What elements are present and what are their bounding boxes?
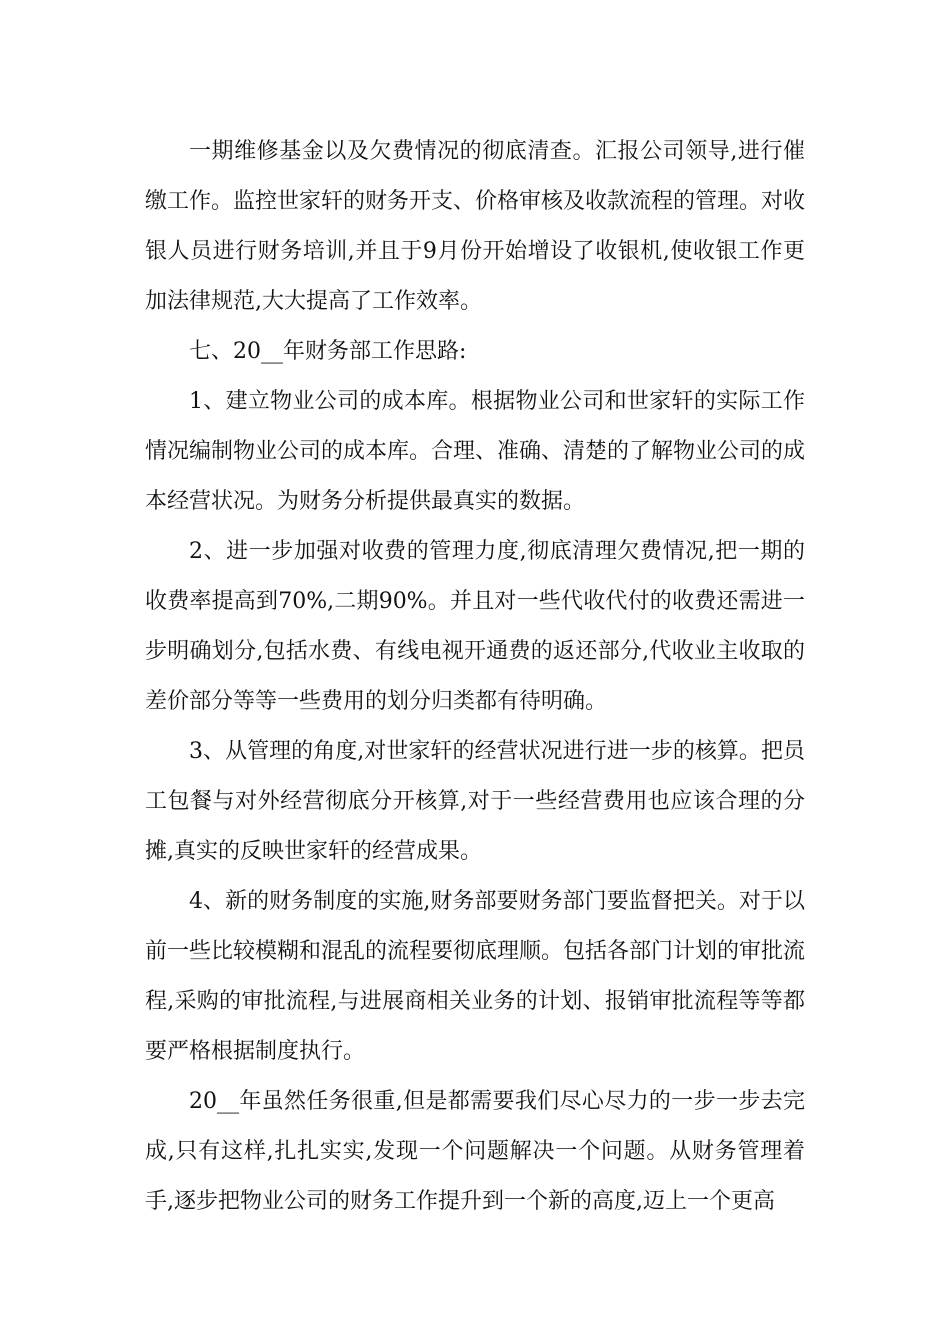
paragraph-plan-item-2: 2、进一步加强对收费的管理力度,彻底清理欠费情况,把一期的收费率提高到70%,二期90%。并且对一些代收代付的收费还需进一步明确划分,包括水费、有线电视开通费的返还部分,代收业主收取的差价部分等等一些费用的划分归类都有待明确。: [145, 539, 805, 714]
paragraph-plan-item-4: 4、新的财务制度的实施,财务部要财务部门要监督把关。对于以前一些比较模糊和混乱的流程要彻底理顺。包括各部门计划的审批流程,采购的审批流程,与进展商相关业务的计划、报销审批流程等等都要严格根据制度执行。: [145, 889, 806, 1064]
paragraph-conclusion: 20__年虽然任务很重,但是都需要我们尽心尽力的一步一步去完成,只有这样,扎扎实实,发现一个问题解决一个问题。从财务管理着手,逐步把物业公司的财务工作提升到一个新的高度,迈上一个更高: [145, 1089, 805, 1214]
paragraph-plan-item-3: 3、从管理的角度,对世家轩的经营状况进行进一步的核算。把员工包餐与对外经营彻底分开核算,对于一些经营费用也应该合理的分摊,真实的反映世家轩的经营成果。: [145, 739, 805, 864]
paragraph-maintenance-fund: 一期维修基金以及欠费情况的彻底清查。汇报公司领导,进行催缴工作。监控世家轩的财务开支、价格审核及收款流程的管理。对收银人员进行财务培训,并且于9月份开始增设了收银机,使收银工作更加法律规范,大大提高了工作效率。: [145, 139, 806, 314]
section-heading-work-plan: 七、20__年财务部工作思路:: [189, 339, 467, 364]
document-body: [145, 127, 805, 1227]
paragraph-plan-item-1: 1、建立物业公司的成本库。根据物业公司和世家轩的实际工作情况编制物业公司的成本库。合理、准确、清楚的了解物业公司的成本经营状况。为财务分析提供最真实的数据。: [145, 389, 806, 514]
